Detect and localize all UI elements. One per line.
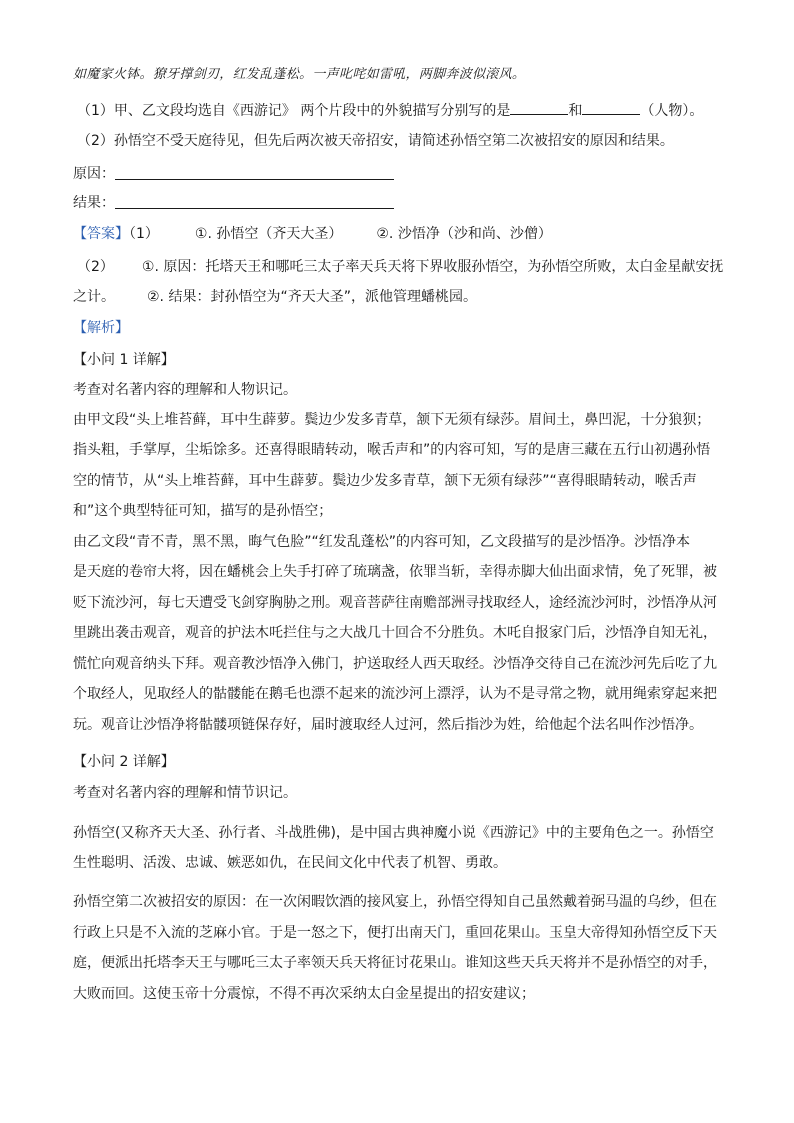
analysis-text: 庭，便派出托塔李天王与哪吒三太子率领天兵天将征讨花果山。谁知这些天兵天将并不是孙悟空的对手， [73,955,717,971]
reason-label: 原因： [73,166,115,182]
analysis-text: 个取经人，见取经人的骷髅能在鹅毛也漂不起来的流沙河上漂浮，认为不是寻常之物，就用绳索穿起来把 [73,686,717,702]
answer-1-number: （1） [129,226,159,242]
answer-2-reason-cont: 之计。 [73,289,115,305]
answer-2-reason: ①. 原因：托塔天王和哪吒三太子率天兵天将下界收服孙悟空，为孙悟空所败，太白金星献安抚 [141,259,724,275]
result-label: 结果： [73,195,115,211]
answer-1-item-b: ②. 沙悟净（沙和尚、沙僧） [376,226,552,242]
answer-2-result: ②. 结果：封孙悟空为“齐天大圣”，派他管理蟠桃园。 [147,289,477,305]
question-1 [77,100,703,121]
analysis-text: 生性聪明、活泼、忠诚、嫉恶如仇，在民间文化中代表了机智、勇敢。 [73,855,507,871]
sub-question-1-heading: 【小问 1 详解】 [73,352,175,368]
answer-row-2 [77,257,723,277]
question-2: （2）孙悟空不受天庭待见，但先后两次被天帝招安，请简述孙悟空第二次被招安的原因和结果。 [77,133,674,149]
analysis-text: 空的情节，从“头上堆苔藓，耳中生薜萝。鬓边少发多青草，颔下无须有绿莎”“喜得眼睛转动，喉舌声 [73,473,697,489]
analysis-text: 行政上只是不入流的芝麻小官。于是一怒之下，便打出南天门，重回花果山。玉皇大帝得知孙悟空反下天 [73,925,717,941]
answer-2-number: （2） [77,259,114,275]
answer-blank-2[interactable] [582,100,640,115]
analysis-text: 考查对名著内容的理解和情节识记。 [73,785,297,801]
analysis-text: 和”这个典型特征可知，描写的是孙悟空； [73,503,333,519]
analysis-text: 大败而回。这使玉帝十分震惊，不得不再次采纳太白金星提出的招安建议； [73,986,535,1002]
answer-row-1 [73,224,552,244]
answer-1-item-a: ①. 孙悟空（齐天大圣） [194,226,343,242]
analysis-text: 玩。观音让沙悟净将骷髅项链保存好，届时渡取经人过河，然后指沙为姓，给他起个法名叫作沙悟净。 [73,717,703,733]
answer-blank-1[interactable] [510,100,568,115]
analysis-text: 里跳出袭击观音，观音的护法木吒拦住与之大战几十回合不分胜负。木吒自报家门后，沙悟净自知无礼， [73,625,717,641]
question-1-suffix: （人物）。 [640,103,704,119]
analysis-text: 考查对名著内容的理解和人物识记。 [73,382,297,398]
analysis-text: 是天庭的卷帘大将，因在蟠桃会上失手打碎了琉璃盏，依罪当斩，幸得赤脚大仙出面求情，免了死罪，被 [73,564,717,580]
analysis-text: 孙悟空第二次被招安的原因：在一次闲暇饮酒的接风宴上，孙悟空得知自己虽然戴着弼马温的乌纱，但在 [73,894,717,910]
analysis-text: 慌忙向观音纳头下拜。观音教沙悟净入佛门，护送取经人西天取经。沙悟净交待自己在流沙河先后吃了九 [73,656,717,672]
answer-row-3 [73,287,477,307]
reason-answer-line[interactable] [115,179,394,180]
analysis-text: 孙悟空(又称齐天大圣、孙行者、斗战胜佛)，是中国古典神魔小说《西游记》中的主要角色之一。孙悟空 [73,825,714,841]
poem-line: 如魔家火钵。獠牙撑剑刃，红发乱蓬松。一声叱咤如雷吼，两脚奔波似滚风。 [73,67,526,82]
answer-tag: 【答案】 [73,226,129,242]
analysis-text: 指头粗，手掌厚，尘垢馀多。还喜得眼睛转动，喉舌声和”的内容可知，写的是唐三藏在五行山初遇孙悟 [73,442,711,458]
sub-question-2-heading: 【小问 2 详解】 [73,754,175,770]
result-answer-line[interactable] [115,208,394,209]
analysis-text: 由甲文段“头上堆苔藓，耳中生薜萝。鬓边少发多青草，颔下无须有绿莎。眉间土，鼻凹泥，十分狼狈； [73,412,711,428]
question-1-and: 和 [568,103,583,119]
analysis-text: 贬下流沙河，每七天遭受飞剑穿胸胁之刑。观音菩萨往南赡部洲寻找取经人，途经流沙河时，沙悟净从河 [73,595,717,611]
analysis-heading: 【解析】 [73,320,129,336]
question-1-text: （1）甲、乙文段均选自《西游记》 两个片段中的外貌描写分别写的是 [77,103,511,119]
analysis-text: 由乙文段“青不青，黑不黑，晦气色脸”“红发乱蓬松”的内容可知，乙文段描写的是沙悟净。沙悟净本 [73,534,691,550]
